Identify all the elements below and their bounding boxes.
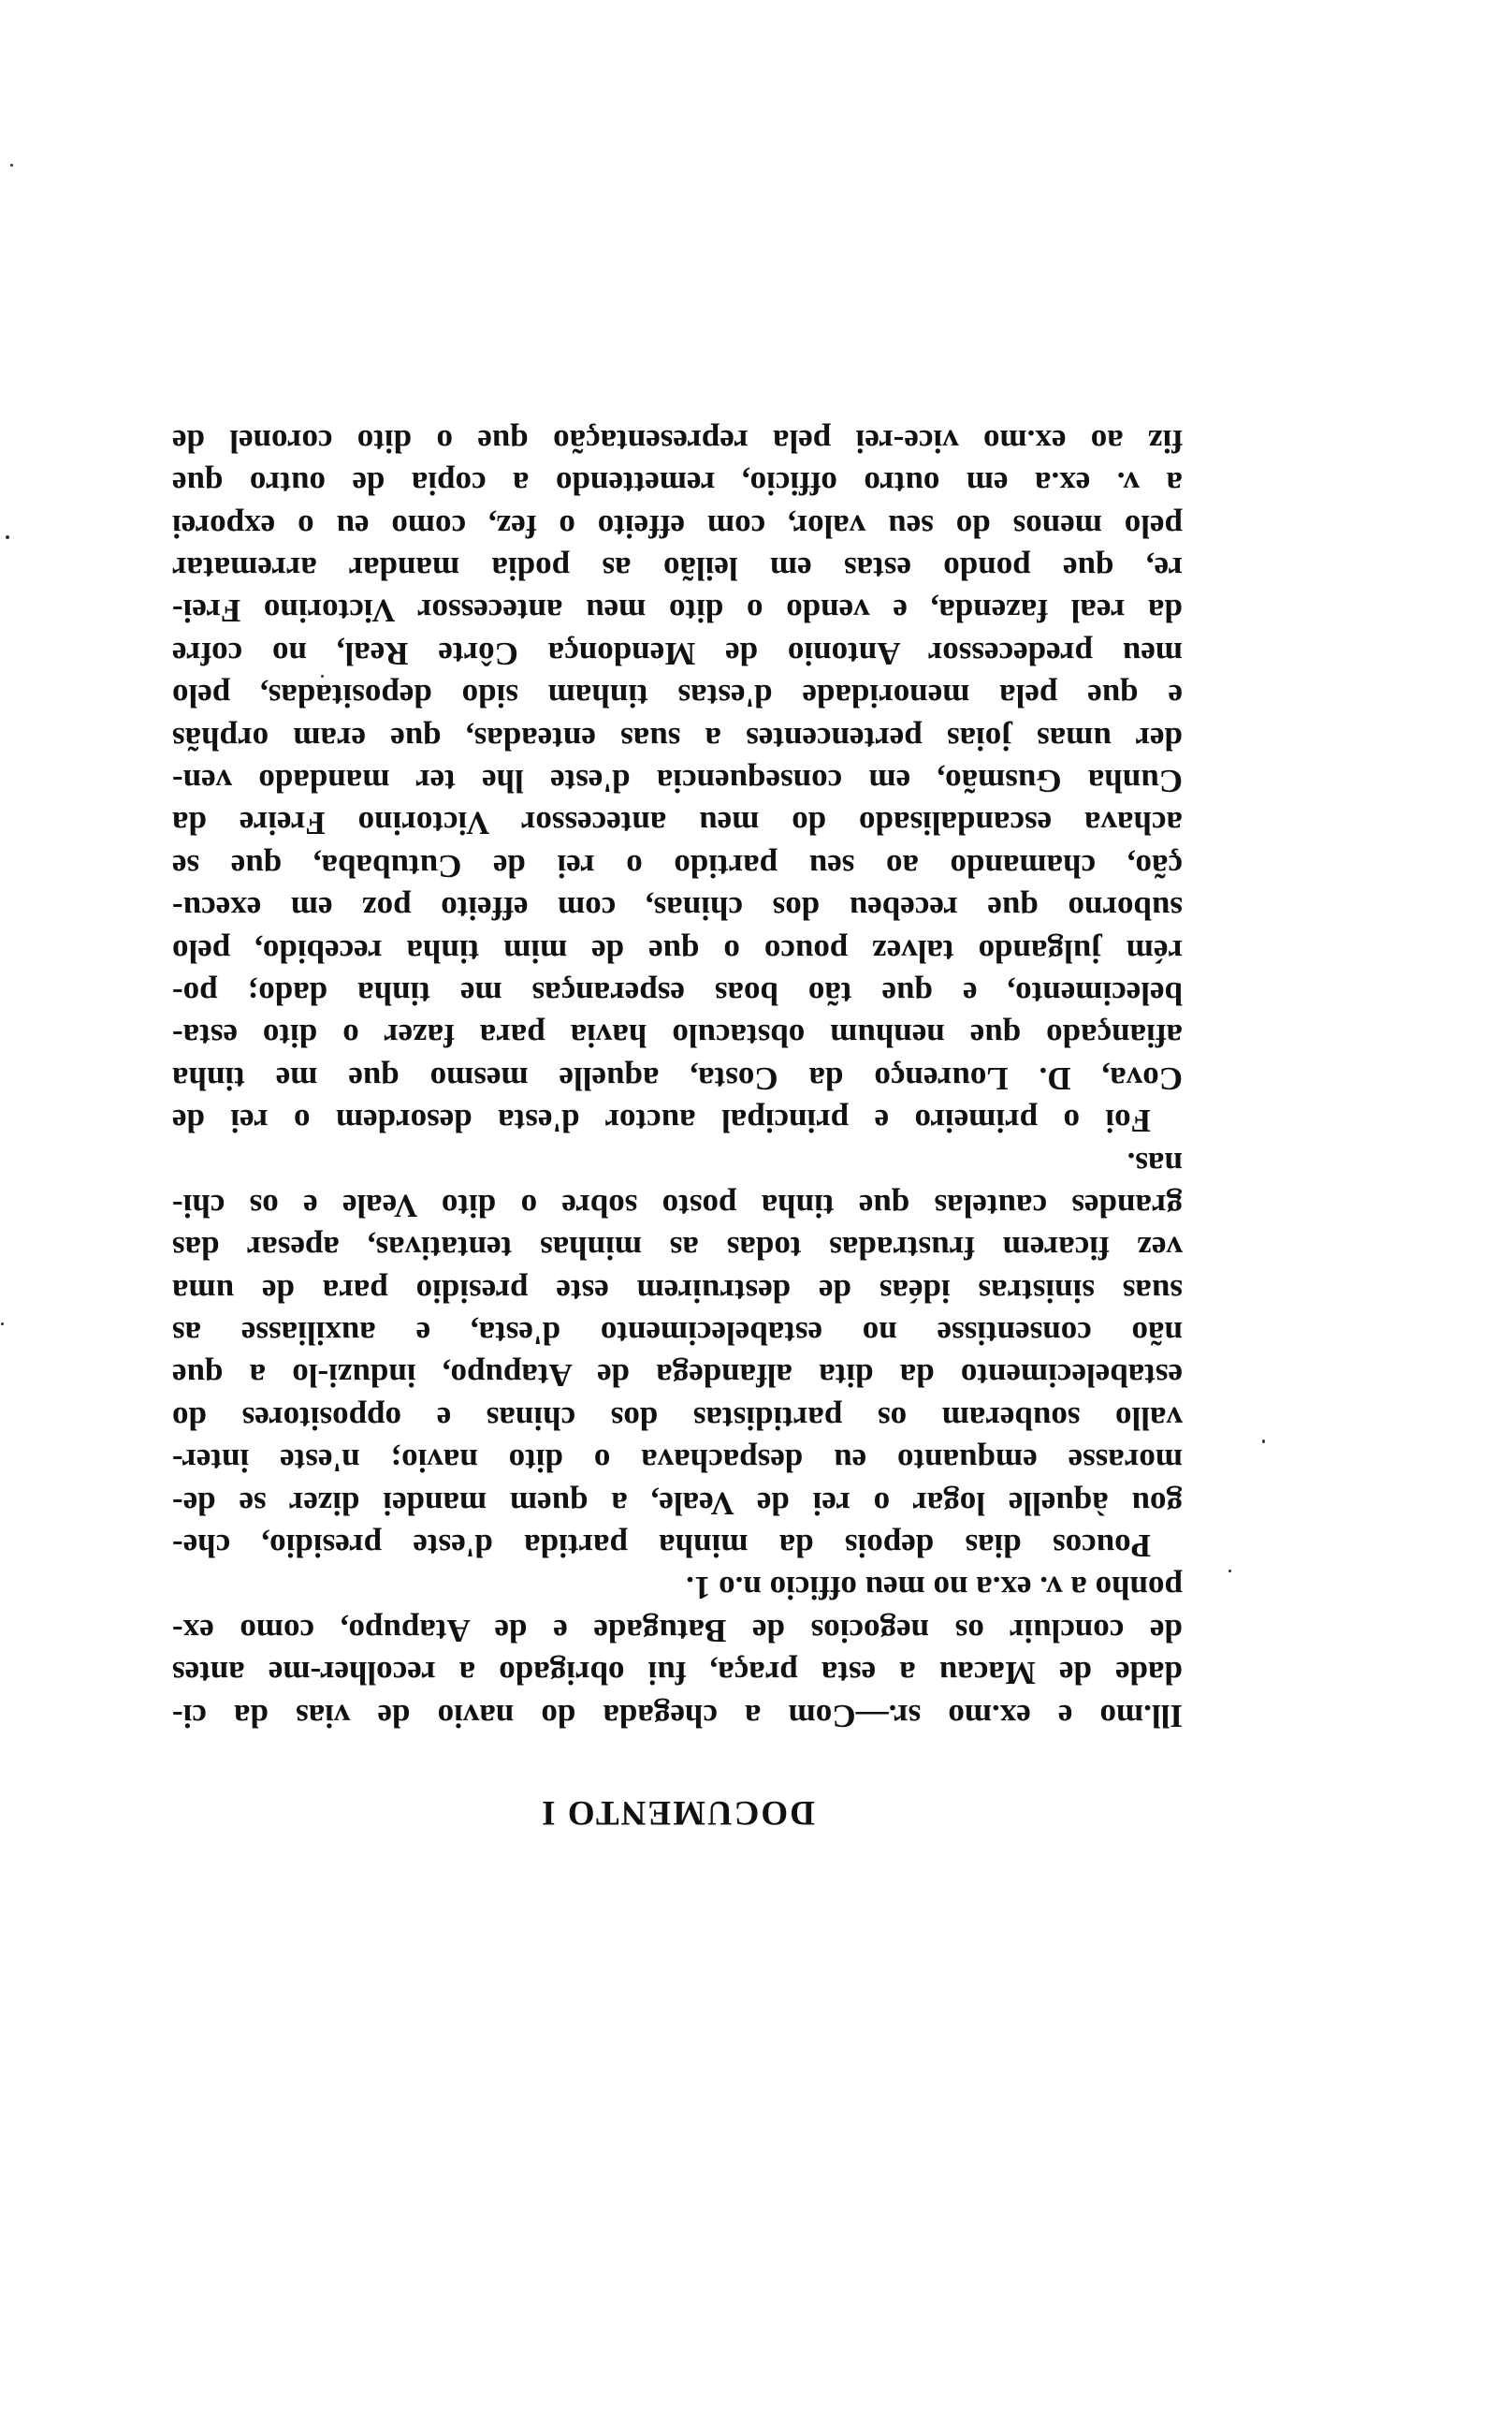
text-line: gou àquelle logar o rei de Veale, a quem mandei dizer se de- (172, 1484, 1183, 1522)
text-line: não consentisse no estabelecimento d'esta, e auxiliasse as (172, 1315, 1183, 1352)
text-line: meu predecessor Antonio de Mendonça Côrte Real, no cofre (172, 635, 1183, 672)
text-line: Ill.mo e ex.mo sr.—Com a chegada do navio de vias da ci- (172, 1697, 1183, 1734)
text-line: Cunha Gusmão, em consequencia d'este lhe ter mandado ven- (172, 763, 1183, 799)
document-heading: DOCUMENTO I (540, 1793, 815, 1832)
text-line: fiz ao ex.mo vice-rei pela representação que o dito coronel de (172, 422, 1183, 460)
document-text (172, 419, 1183, 1834)
text-line: estabelecimento da dita alfandega de Atapupo, induzi-lo a que (172, 1357, 1183, 1395)
scan-speck (10, 164, 13, 167)
text-line: vallo souberam os partidistas dos chinas e oppositores do (172, 1399, 1183, 1437)
text-line: achava escandalisado do meu antecessor Victorino Freire da (172, 805, 1183, 842)
scan-speck (6, 535, 9, 539)
text-line: rém julgando talvez pouco o que de mim tinha recebido, pelo (172, 932, 1183, 970)
text-line: de concluir os negocios de Batugade e de Atapupo, como ex- (172, 1612, 1183, 1649)
text-line: suborno que recebeu dos chinas, com effeito poz em execu- (172, 890, 1183, 928)
text-line: da real fazenda, e vendo o dito meu antecessor Victorino Frei- (172, 592, 1183, 630)
text-line: e que pela menoridade d'estas tinham sido depositadas, pelo (172, 678, 1183, 715)
text-line: belecimento, e que tão boas esperanças me tinha dado; po- (172, 974, 1183, 1012)
text-line: ponho a v. ex.a no meu officio n.o 1. (686, 1570, 1183, 1607)
text-line: suas sinistras idéas de destruirem este presidio para de uma (172, 1272, 1183, 1309)
text-line: nas. (1127, 1145, 1183, 1182)
text-line: re, que pondo estas em leilão as podia mandar arrematar (172, 550, 1183, 588)
text-line: a v. ex.a em outro officio, remettendo a copia de outro que (172, 465, 1183, 503)
text-line: dade de Macau a esta praça, fui obrigado a recolher-me antes (172, 1655, 1183, 1692)
text-line: ção, chamando ao seu partido o rei de Cutubaba, que se (172, 847, 1183, 884)
scan-speck (1, 1322, 4, 1325)
text-line: afiançado que nenhum obstaculo havia para fazer o dito esta- (172, 1017, 1183, 1055)
text-line: grandes cautelas que tinha posto sobre o dito Veale e os chi- (172, 1187, 1183, 1224)
text-line: pelo menos do seu valor, com effeito o fez, como eu o exporei (172, 507, 1183, 545)
text-line: morasse emquanto eu despachava o dito navio; n'este inter- (172, 1442, 1183, 1480)
text-line: Cova, D. Lourenço da Costa, aquelle mesmo que me tinha (172, 1059, 1183, 1097)
scan-speck (1228, 1570, 1231, 1572)
text-line: Foi o primeiro e principal auctor d'esta desordem o rei de (172, 1103, 1151, 1140)
text-line: Poucos dias depois da minha partida d'este presidio, che- (172, 1527, 1151, 1565)
text-line: der umas joias pertencentes a suas enteadas, que eram orphãs (172, 720, 1183, 757)
scan-speck (321, 675, 324, 678)
text-line: vez ficarem frustradas todas as minhas tentativas, apesar das (172, 1230, 1183, 1267)
scan-speck (1262, 1439, 1265, 1443)
